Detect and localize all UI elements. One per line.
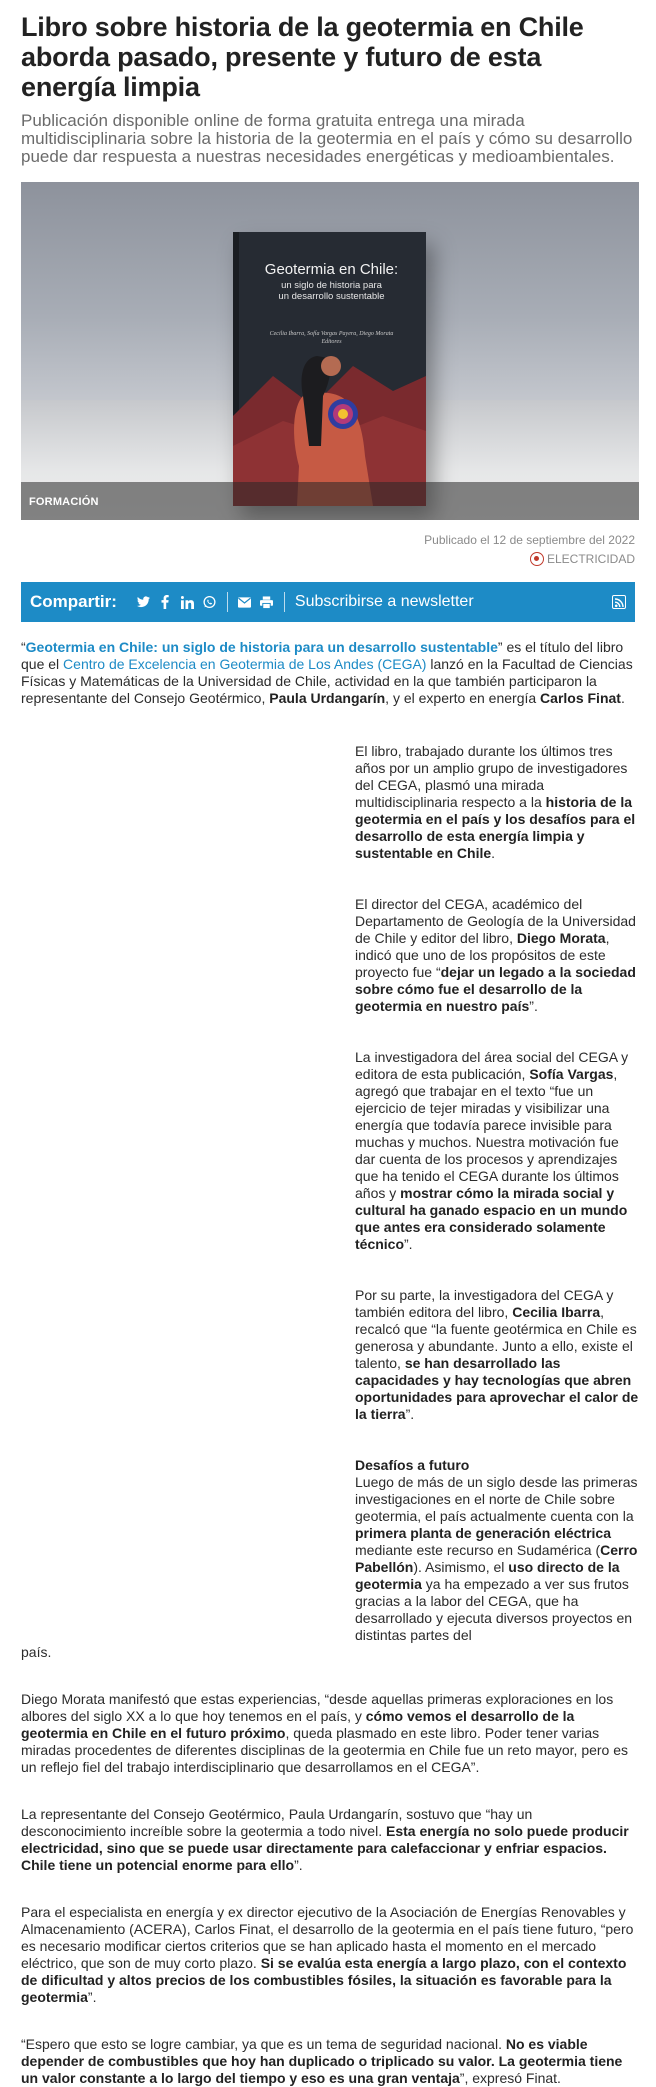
text: La representante del Consejo Geotérmico, Paula Urdangarín, sostuvo que “hay un desconocimiento increíble sobre la geotermia a todo nivel. <box>21 1806 533 1839</box>
share-bar <box>21 582 635 622</box>
cega-link[interactable]: Centro de Excelencia en Geotermia de Los Andes (CEGA) <box>63 656 427 672</box>
newsletter-link[interactable]: Subscribirse a newsletter <box>294 593 474 610</box>
category-tag[interactable] <box>21 552 635 566</box>
highlight: se han desarrollado las capacidades y hay tecnologías que abren oportunidades para aprovechar el calor de la tierra <box>355 1355 639 1422</box>
text: El libro, trabajado durante los últimos tres años por un amplio grupo de investigadores del CEGA, plasmó una mirada multidisciplinaria respecto a la <box>355 743 628 810</box>
book-cover-authors: Cecilia Ibarra, Sofía Vargas Payera, Diego Morata <box>269 331 394 337</box>
article-body <box>21 639 639 2087</box>
text: El director del CEGA, académico del Departamento de Geología de la Universidad de Chile y editor del libro, <box>355 896 636 946</box>
category-label: ELECTRICIDAD <box>546 552 635 566</box>
paragraph-6 <box>355 1457 639 1644</box>
text: . <box>491 845 496 861</box>
book-cover-title: Geotermia en Chile: <box>264 261 399 278</box>
highlight: dejar un legado a la sociedad sobre cómo fue el desarrollo de la geotermia en nuestro país <box>355 964 636 1014</box>
book-title-link[interactable]: Geotermia en Chile: un siglo de historia para un desarrollo sustentable <box>25 639 498 655</box>
text: , indicó que uno de los propósitos de este proyecto fue “ <box>355 930 610 980</box>
text: , queda plasmado en este libro. Poder tener varias miradas procedentes de diferentes disciplinas de la geotermia en Chile fue un reto mayor, pero es un reflejo fiel del trabajo interdisciplinario que desarrollamos en el CEGA”. <box>21 1725 629 1775</box>
paragraph-2 <box>355 743 639 862</box>
published-date: Publicado el 12 de septiembre del 2022 <box>424 533 635 547</box>
text: ”, expresó Finat. <box>459 2070 561 2086</box>
text: Luego de más de un siglo desde las primeras investigaciones en el norte de Chile sobre geotermia, el país actualmente cuenta con la <box>355 1474 638 1524</box>
page-title: Libro sobre historia de la geotermia en Chile aborda pasado, presente y futuro de esta energía limpia <box>21 12 584 102</box>
caption-bar <box>21 482 639 520</box>
text: “Espero que esto se logre cambiar, ya que es un tema de seguridad nacional. <box>21 2036 506 2052</box>
book-cover-subtitle-line2: un desarrollo sustentable <box>278 291 385 302</box>
person-name: Sofía Vargas <box>529 1066 614 1082</box>
open-quote: “ <box>21 639 26 655</box>
email-icon[interactable] <box>238 596 251 609</box>
highlight: uso directo de la geotermia <box>355 1559 620 1592</box>
linkedin-icon[interactable] <box>181 596 194 609</box>
facebook-icon[interactable] <box>159 596 172 609</box>
text: . <box>620 690 625 706</box>
highlight: primera planta de generación eléctrica <box>355 1525 611 1541</box>
paragraph-7 <box>21 1691 635 1776</box>
book-cover-illustration <box>233 336 426 506</box>
book-cover-image <box>233 232 426 506</box>
image-caption: FORMACIÓN <box>29 496 99 508</box>
book-cover-subtitle-line1: un siglo de historia para <box>281 280 382 291</box>
rss-icon[interactable] <box>612 595 626 609</box>
section-heading: Desafíos a futuro <box>355 1457 470 1473</box>
highlight: historia de la geotermia en el país y los desafíos para el desarrollo de esta energía limpia y sustentable en Chile <box>355 794 636 861</box>
text: ”. <box>529 998 538 1014</box>
share-divider-2 <box>284 592 285 612</box>
text: ” es el título del libro que el <box>21 639 624 672</box>
text: ”. <box>404 1236 413 1252</box>
paragraph-intro <box>21 639 635 707</box>
person-name: Cecilia Ibarra <box>512 1304 601 1320</box>
text: ya ha empezado a ver sus frutos gracias a la labor del CEGA, que ha desarrollado y ejecuta diversos proyectos en distintas partes del <box>355 1576 633 1643</box>
text: Para el especialista en energía y ex director ejecutivo de la Asociación de Energías Renovables y Almacenamiento (ACERA), Carlos Finat, el desarrollo de la geotermia en el país tiene futuro, “pero es necesario modificar ciertos criterios que se han aplicado hasta el momento en el mercado eléctrico, que son de muy corto plazo. <box>21 1904 634 1971</box>
paragraph-10 <box>21 2036 635 2087</box>
person-name: Paula Urdangarín <box>269 690 386 706</box>
text: , recalcó que “la fuente geotérmica en Chile es generosa y abundante. Junto a ello, existe el talento, <box>355 1304 637 1371</box>
highlight: Esta energía no solo puede producir electricidad, sino que se puede usar directamente para calefaccionar y enfriar espacios. Chile tiene un potencial enorme para ello <box>21 1823 629 1873</box>
text: , y el experto en energía <box>385 690 541 706</box>
article-subtitle: Publicación disponible online de forma gratuita entrega una mirada multidisciplinaria sobre la historia de la geotermia en el país y cómo su desarrollo puede dar respuesta a nuestras necesidades energéticas y medioambientales. <box>21 111 633 166</box>
person-name: Carlos Finat <box>540 690 621 706</box>
text: mediante este recurso en Sudamérica ( <box>355 1542 601 1558</box>
text: ”. <box>294 1857 303 1873</box>
text: ). Asimismo, el <box>413 1559 509 1575</box>
highlight: No es viable depender de combustibles que hoy han duplicado o triplicado su valor. La geotermia tiene un valor constante a lo largo del tiempo y eso es una gran ventaja <box>21 2036 623 2086</box>
share-divider <box>227 592 228 612</box>
globe-core <box>338 409 348 419</box>
paragraph-4 <box>355 1049 639 1253</box>
hero-image[interactable] <box>21 182 639 520</box>
paragraph-9 <box>21 1904 635 2006</box>
highlight: cómo vemos el desarrollo de la geotermia en Chile en el futuro próximo <box>21 1708 575 1741</box>
highlight: Si se evalúa esta energía a largo plazo, con el contexto de dificultad y altos precios de los combustibles fósiles, la situación es favorable para la geotermia <box>21 1955 627 2005</box>
text: , agregó que trabajar en el texto “fue un ejercicio de tejer miradas y visibilizar una energía que todavía parece invisible para muchas y muchos. Nuestra motivación fue dar cuenta de los procesos y aprendizajes que ha tenido el CEGA durante los últimos años y <box>355 1066 619 1201</box>
whatsapp-icon[interactable] <box>203 596 216 609</box>
person-name: Diego Morata <box>516 930 606 946</box>
text: La investigadora del área social del CEGA y editora de esta publicación, <box>355 1049 629 1082</box>
share-label: Compartir: <box>30 592 117 611</box>
electricity-icon <box>530 552 544 566</box>
paragraph-5 <box>355 1287 639 1423</box>
text: ”. <box>87 1989 97 2005</box>
right-column <box>355 743 639 1644</box>
paragraph-8 <box>21 1806 635 1874</box>
paragraph-6-tail: país. <box>21 1644 52 1660</box>
book-cover-editors: Editores <box>321 339 342 345</box>
text: lanzó en la Facultad de Ciencias Físicas y Matemáticas de la Universidad de Chile, actividad en la que también participaron la representante del Consejo Geotérmico, <box>21 656 633 706</box>
highlight: mostrar cómo la mirada social y cultural ha ganado espacio en un mundo que antes era considerado solamente técnico <box>355 1185 628 1252</box>
twitter-icon[interactable] <box>137 596 150 609</box>
figure-face <box>321 356 341 376</box>
print-icon[interactable] <box>260 596 273 609</box>
text: Diego Morata manifestó que estas experiencias, “desde aquellas primeras exploraciones en los albores del siglo XX a lo que hoy tenemos en el país, y <box>21 1691 614 1724</box>
book-cover-subtitle <box>247 280 416 302</box>
highlight: Cerro Pabellón <box>355 1542 638 1575</box>
paragraph-3 <box>355 896 639 1015</box>
text: Por su parte, la investigadora del CEGA y también editora del libro, <box>355 1287 614 1320</box>
text: ”. <box>405 1406 415 1422</box>
